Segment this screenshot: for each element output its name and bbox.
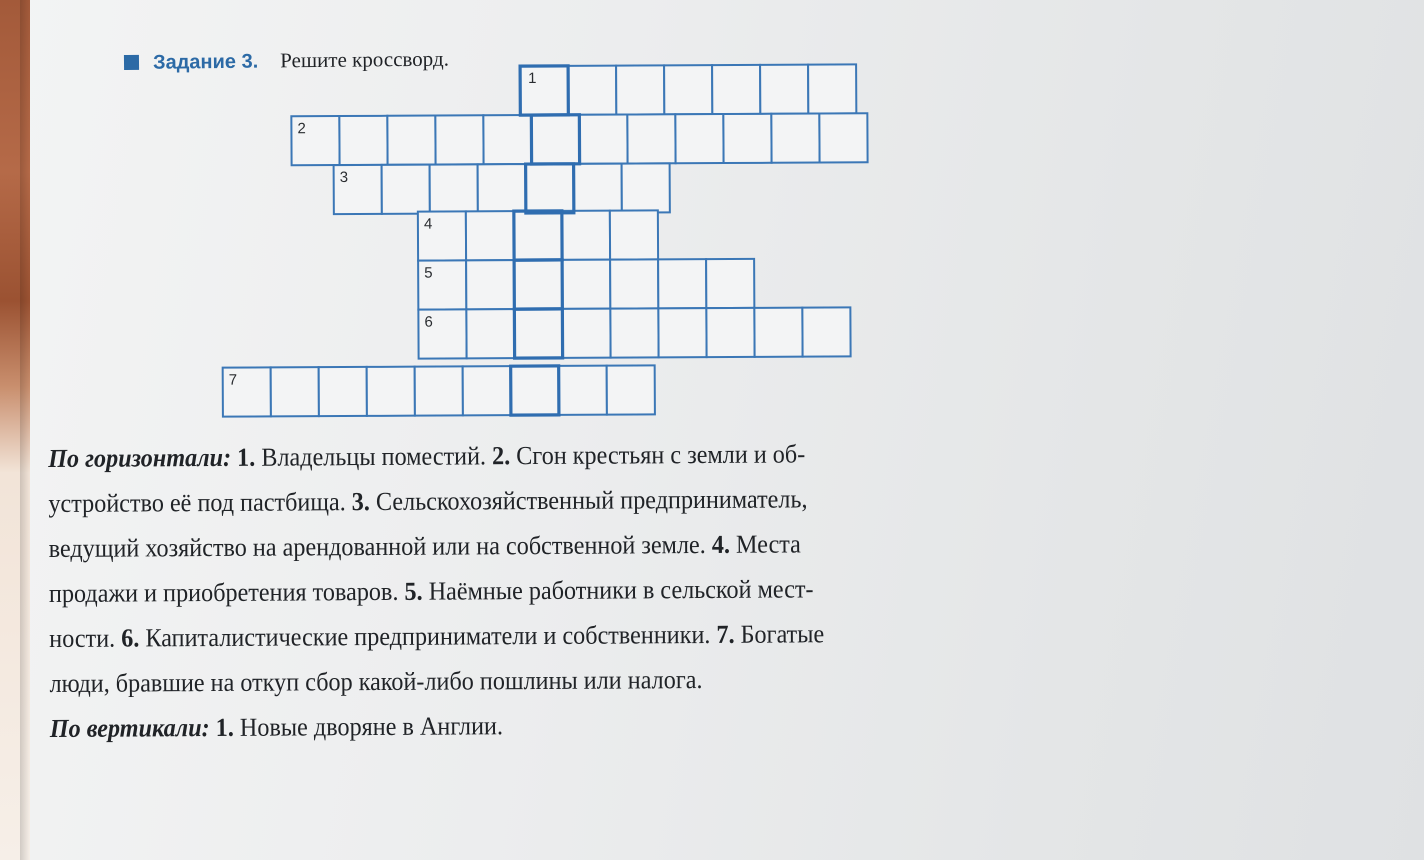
crossword-cell bbox=[339, 116, 387, 165]
clues-block bbox=[48, 430, 1060, 751]
clue-number-3: 3 bbox=[339, 169, 349, 187]
crossword-cell bbox=[466, 309, 514, 358]
crossword-cell bbox=[466, 211, 514, 260]
crossword-cell bbox=[387, 116, 435, 165]
clue-h3-cont: ведущий хозяйство на арендованной или на собственной земле. bbox=[48, 529, 706, 563]
clue-number-4: 4 bbox=[423, 215, 433, 233]
crossword-cell bbox=[712, 65, 760, 114]
clue-h7: Богатые bbox=[740, 619, 825, 649]
crossword-cell bbox=[478, 164, 526, 213]
clue-line-1: По горизонтали: 1. Владельцы поместий. 2. Сгон крестьян с земли и об- bbox=[48, 439, 806, 473]
crossword-cell bbox=[382, 165, 430, 214]
clue-number-7: 7 bbox=[228, 371, 238, 389]
clue-line-3: ведущий хозяйство на арендованной или на собственной земле. 4. Места bbox=[48, 529, 801, 563]
crossword-cell bbox=[562, 211, 610, 260]
clue-line-2: устройство её под пастбища. 3. Сельскохозяйственный предприниматель, bbox=[48, 484, 808, 518]
crossword-cell bbox=[802, 307, 850, 356]
crossword-cell bbox=[616, 65, 664, 114]
crossword-cell bbox=[430, 164, 478, 213]
task-label: Задание 3. bbox=[152, 50, 259, 74]
crossword-cell bbox=[723, 114, 771, 163]
crossword-cell bbox=[754, 308, 802, 357]
crossword-cell bbox=[531, 115, 579, 164]
crossword-cell bbox=[466, 260, 514, 309]
crossword-cell bbox=[658, 308, 706, 357]
crossword-cell bbox=[415, 366, 463, 415]
clue-h7-cont: люди, бравшие на откуп сбор какой-либо пошлины или налога. bbox=[49, 665, 703, 698]
crossword-cell bbox=[819, 113, 867, 162]
crossword-cell bbox=[562, 260, 610, 309]
clue-h4-cont: продажи и приобретения товаров. bbox=[48, 576, 399, 608]
crossword-cell bbox=[514, 309, 562, 358]
crossword-cell bbox=[568, 66, 616, 115]
crossword-cell bbox=[435, 115, 483, 164]
crossword-cell bbox=[483, 115, 531, 164]
crossword-cell bbox=[514, 211, 562, 260]
crossword-cell bbox=[658, 259, 706, 308]
clue-number-6: 6 bbox=[424, 313, 433, 331]
crossword-cell bbox=[367, 367, 415, 416]
clue-h1: Владельцы поместий. bbox=[261, 441, 487, 472]
clue-line-4: продажи и приобретения товаров. 5. Наёмные работники в сельской мест- bbox=[48, 574, 814, 608]
crossword-cell bbox=[760, 65, 808, 114]
crossword-cells bbox=[221, 64, 869, 416]
vertical-heading: По вертикали: bbox=[49, 713, 210, 743]
clue-number-5: 5 bbox=[424, 264, 433, 282]
clue-h5-cont: ности. bbox=[49, 623, 116, 653]
crossword-cell bbox=[574, 164, 622, 213]
clue-number-2: 2 bbox=[297, 120, 306, 138]
crossword-cell bbox=[610, 308, 658, 357]
crossword-cell bbox=[675, 114, 723, 163]
crossword-cell bbox=[610, 259, 658, 308]
crossword-cell bbox=[559, 366, 607, 415]
crossword-cell bbox=[706, 308, 754, 357]
task-instruction: Решите кроссворд. bbox=[280, 46, 450, 73]
crossword-cell bbox=[579, 115, 627, 164]
crossword-cell bbox=[526, 164, 574, 213]
clue-h3: Сельскохозяйственный предприниматель, bbox=[375, 484, 808, 516]
crossword-cell bbox=[771, 114, 819, 163]
clue-line-5: ности. 6. Капиталистические предприниматели и собственники. 7. Богатые bbox=[49, 619, 825, 653]
crossword-cell bbox=[627, 114, 675, 163]
crossword-cell bbox=[271, 367, 319, 416]
clue-line-6 bbox=[49, 655, 989, 706]
clue-number-1: 1 bbox=[528, 70, 537, 88]
crossword-cell bbox=[514, 260, 562, 309]
clue-h6: Капиталистические предприниматели и собственники. bbox=[145, 619, 711, 653]
clue-h4: Места bbox=[735, 529, 801, 559]
crossword-cell bbox=[511, 366, 559, 415]
crossword-cell bbox=[664, 65, 712, 114]
clue-v1: Новые дворяне в Англии. bbox=[239, 711, 504, 742]
crossword-cell bbox=[622, 163, 670, 212]
horizontal-heading: По горизонтали: bbox=[48, 442, 232, 473]
clue-h5: Наёмные работники в сельской мест- bbox=[428, 574, 814, 606]
crossword-cell bbox=[610, 210, 658, 259]
crossword-cell bbox=[808, 64, 856, 113]
clue-h2: Сгон крестьян с земли и об- bbox=[516, 439, 806, 471]
crossword-cell bbox=[319, 367, 367, 416]
clue-line-7: По вертикали: 1. Новые дворяне в Англии. bbox=[49, 711, 504, 743]
crossword-cell bbox=[463, 366, 511, 415]
clue-h2-cont: устройство её под пастбища. bbox=[48, 487, 346, 518]
crossword-cell bbox=[706, 259, 754, 308]
crossword-cell bbox=[607, 365, 655, 414]
crossword-cell bbox=[562, 309, 610, 358]
